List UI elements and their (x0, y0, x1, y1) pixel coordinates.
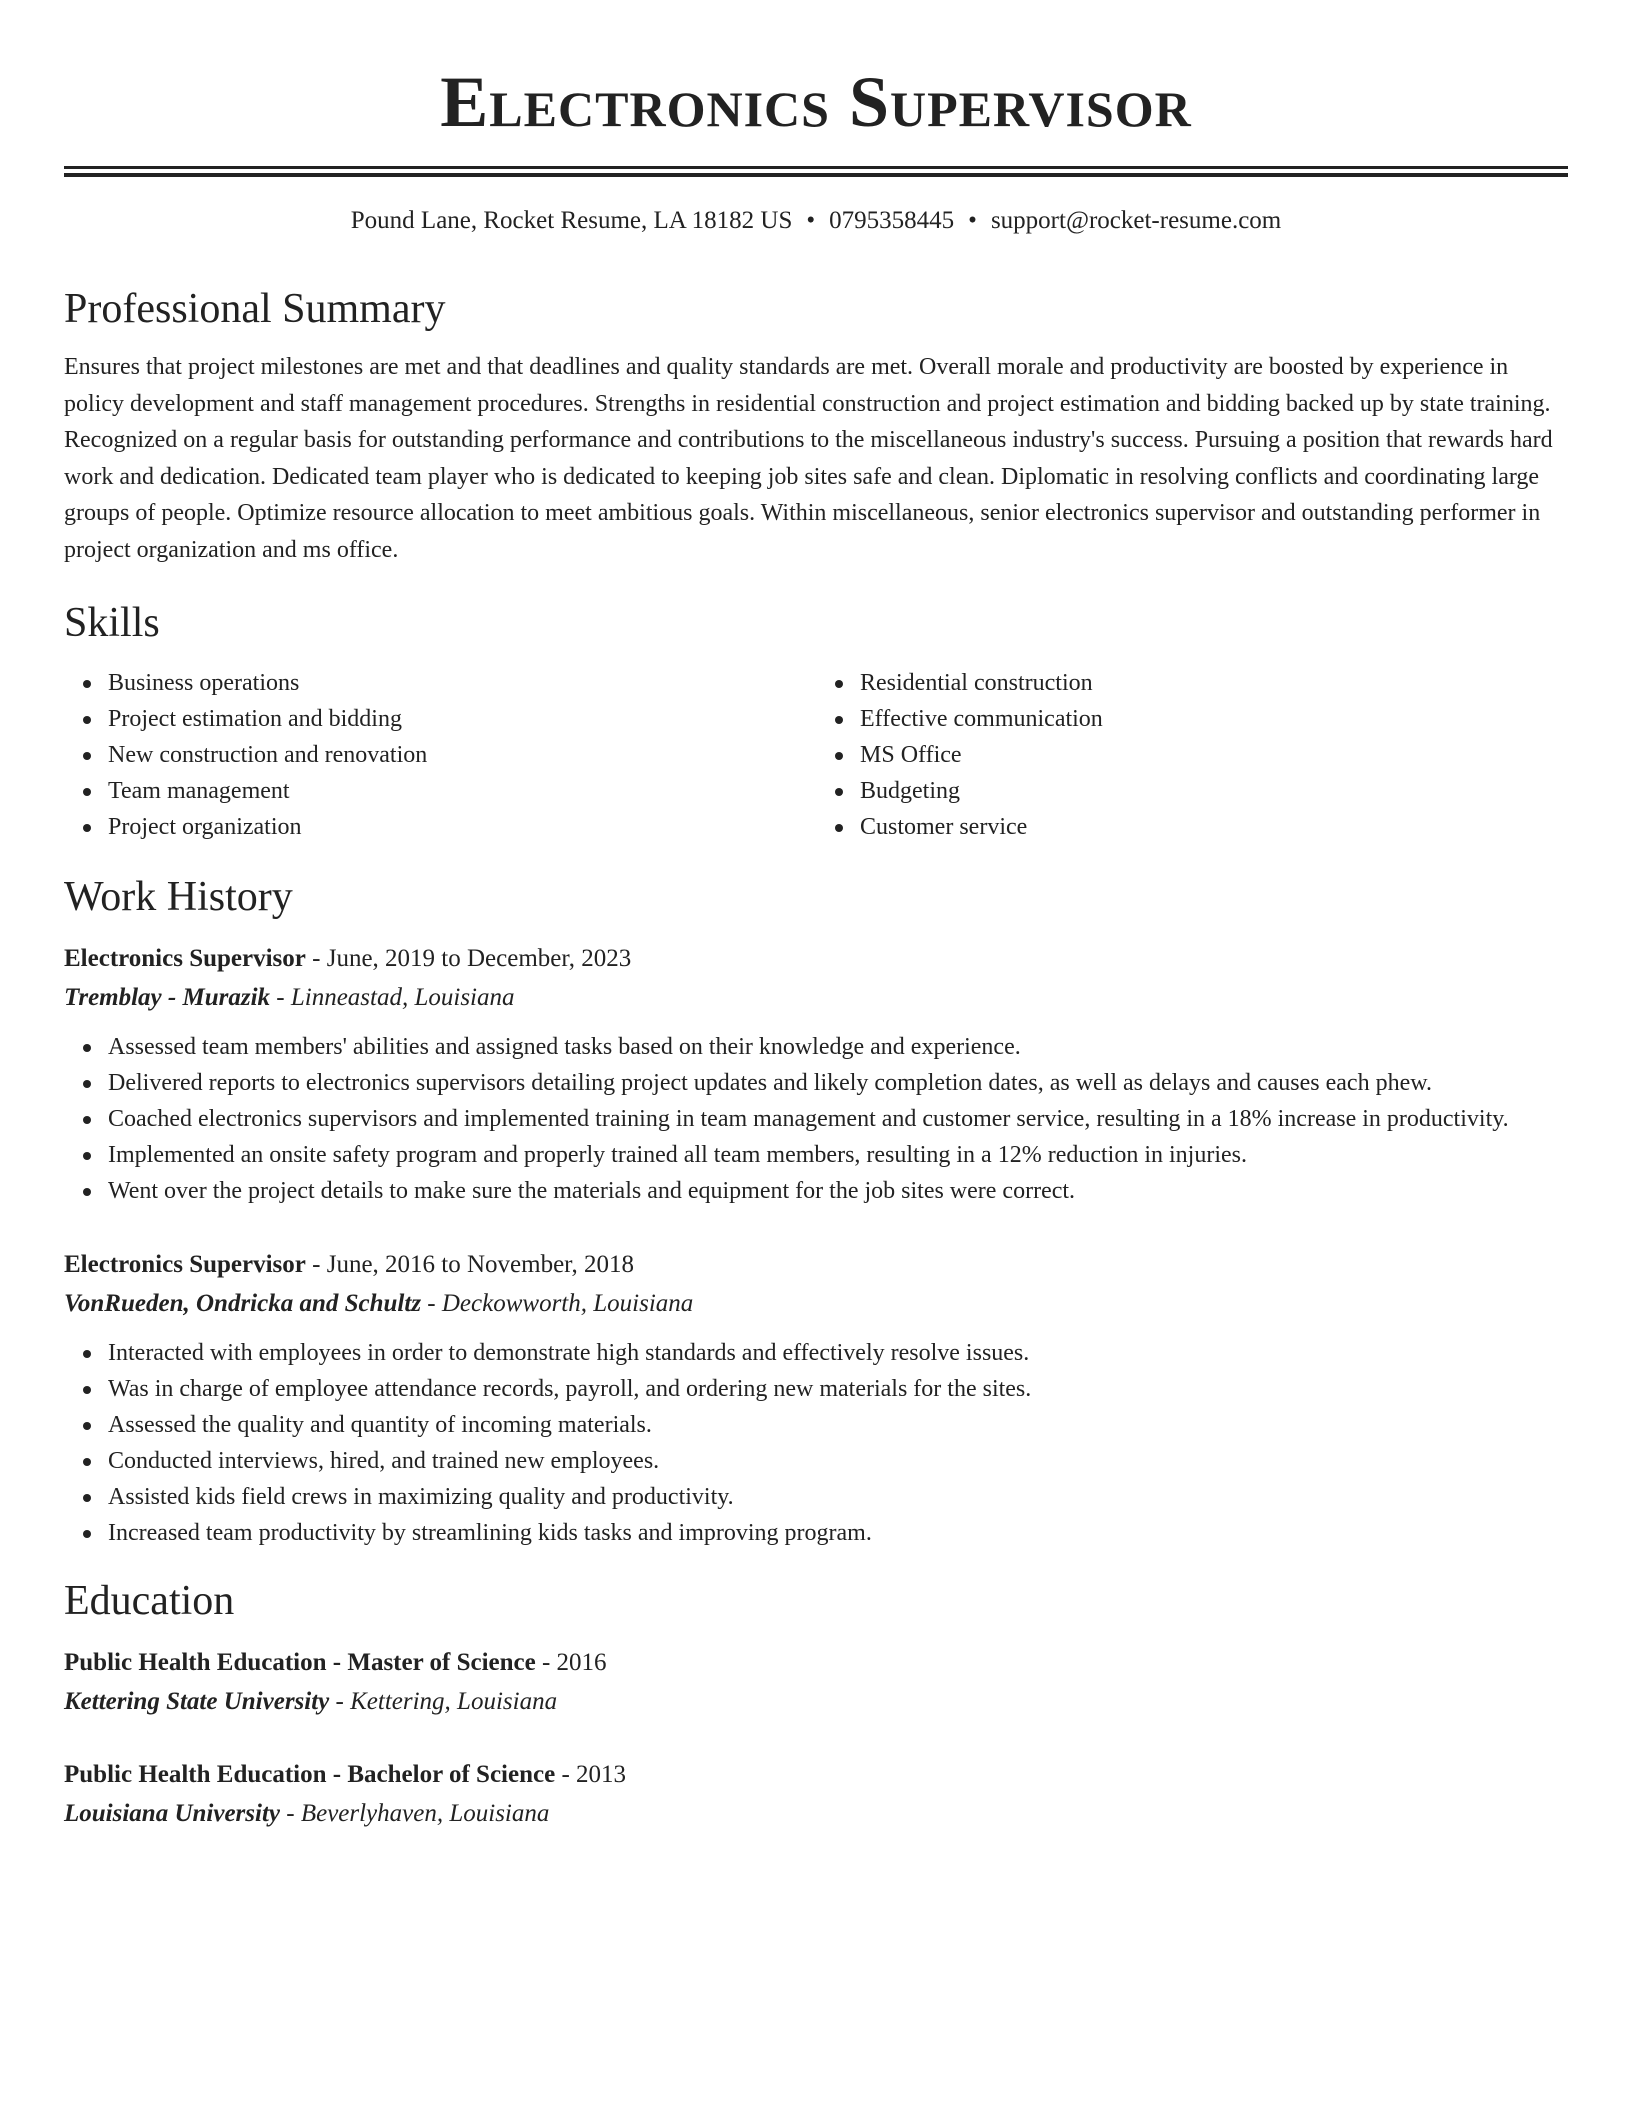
skills-column-left (64, 665, 816, 845)
education-entry (64, 1755, 1568, 1833)
job-title: Electronics Supervisor (64, 944, 306, 972)
job-company-line (64, 1284, 1568, 1323)
contact-phone: 0795358445 (829, 207, 955, 234)
job-title-line (64, 939, 1568, 978)
skill-item: Business operations (108, 665, 816, 701)
skill-item: Team management (108, 773, 816, 809)
professional-summary-section (64, 281, 1568, 569)
skill-item: MS Office (860, 737, 1568, 773)
skill-item: Budgeting (860, 773, 1568, 809)
section-heading-summary: Professional Summary (64, 286, 446, 332)
skill-item: Effective communication (860, 701, 1568, 737)
skill-item: Project organization (108, 809, 816, 845)
school-line (64, 1682, 1568, 1721)
school-location: - Kettering, Louisiana (329, 1687, 558, 1715)
degree-year: - 2013 (555, 1760, 627, 1788)
job-company-line (64, 978, 1568, 1017)
job-dates: - June, 2016 to November, 2018 (305, 1250, 635, 1278)
candidate-name: Electronics Supervisor (440, 62, 1192, 142)
job-bullet: Delivered reports to electronics supervisors detailing project updates and likely completion dates, as well as delays and causes each phew. (108, 1065, 1568, 1101)
job-entry (64, 939, 1568, 1209)
job-bullet: Interacted with employees in order to demonstrate high standards and effectively resolve issues. (108, 1335, 1568, 1371)
degree-line (64, 1755, 1568, 1794)
job-dates: - June, 2019 to December, 2023 (305, 944, 632, 972)
job-bullet: Assisted kids field crews in maximizing quality and productivity. (108, 1479, 1568, 1515)
job-company: VonRueden, Ondricka and Schultz (64, 1289, 422, 1317)
education-section (64, 1573, 1568, 1833)
school-name: Louisiana University (64, 1799, 280, 1827)
job-bullet: Coached electronics supervisors and implemented training in team management and customer service, resulting in a 18% increase in productivity. (108, 1101, 1568, 1137)
job-location: - Linneastad, Louisiana (270, 983, 515, 1011)
school-line (64, 1794, 1568, 1833)
job-bullet: Assessed team members' abilities and assigned tasks based on their knowledge and experience. (108, 1029, 1568, 1065)
degree-year: - 2016 (535, 1648, 607, 1676)
degree-name: Public Health Education - Bachelor of Science (64, 1760, 556, 1788)
skill-item: Residential construction (860, 665, 1568, 701)
job-title: Electronics Supervisor (64, 1250, 306, 1278)
summary-text: Ensures that project milestones are met and that deadlines and quality standards are met. Overall morale and productivity are boosted by experience in policy development and staff management procedures. Strengths in residential construction and project estimation and bidding backed up by state training. Recognized on a regular basis for outstanding performance and contributions to the miscellaneous industry's success. Pursuing a position that rewards hard work and dedication. Dedicated team player who is dedicated to keeping job sites safe and clean. Diplomatic in resolving conflicts and coordinating large groups of people. Optimize resource allocation to meet ambitious goals. Within miscellaneous, senior electronics supervisor and outstanding performer in project organization and ms office. (64, 354, 1553, 563)
skill-item: Project estimation and bidding (108, 701, 816, 737)
resume-header (64, 0, 1568, 239)
degree-name: Public Health Education - Master of Science (64, 1648, 536, 1676)
skills-section (64, 595, 1568, 845)
job-bullet: Was in charge of employee attendance records, payroll, and ordering new materials for the sites. (108, 1371, 1568, 1407)
contact-separator: • (806, 207, 816, 234)
job-bullet: Increased team productivity by streamlining kids tasks and improving program. (108, 1515, 1568, 1551)
work-history-section (64, 869, 1568, 1551)
job-location: - Deckowworth, Louisiana (421, 1289, 694, 1317)
section-heading-education: Education (64, 1577, 235, 1624)
job-entry (64, 1245, 1568, 1551)
school-name: Kettering State University (64, 1687, 330, 1715)
skills-grid (64, 665, 1568, 845)
section-heading-work: Work History (64, 873, 293, 920)
section-heading-skills: Skills (64, 599, 160, 646)
contact-address: Pound Lane, Rocket Resume, LA 18182 US (350, 207, 793, 234)
skill-item: Customer service (860, 809, 1568, 845)
education-entry (64, 1643, 1568, 1721)
job-bullets (64, 1029, 1568, 1209)
job-bullet: Went over the project details to make sure the materials and equipment for the job sites were correct. (108, 1173, 1568, 1209)
job-bullets (64, 1335, 1568, 1551)
contact-separator: • (968, 207, 977, 234)
job-bullet: Assessed the quality and quantity of incoming materials. (108, 1407, 1568, 1443)
school-location: - Beverlyhaven, Louisiana (280, 1799, 550, 1827)
skill-item: New construction and renovation (108, 737, 816, 773)
job-bullet: Conducted interviews, hired, and trained new employees. (108, 1443, 1568, 1479)
job-company: Tremblay - Murazik (64, 983, 271, 1011)
header-double-rule (64, 166, 1568, 177)
skills-column-right (816, 665, 1568, 845)
job-title-line (64, 1245, 1568, 1284)
degree-line (64, 1643, 1568, 1682)
contact-line (64, 203, 1568, 239)
job-bullet: Implemented an onsite safety program and properly trained all team members, resulting in a 12% reduction in injuries. (108, 1137, 1568, 1173)
contact-email: support@rocket-resume.com (990, 207, 1282, 234)
